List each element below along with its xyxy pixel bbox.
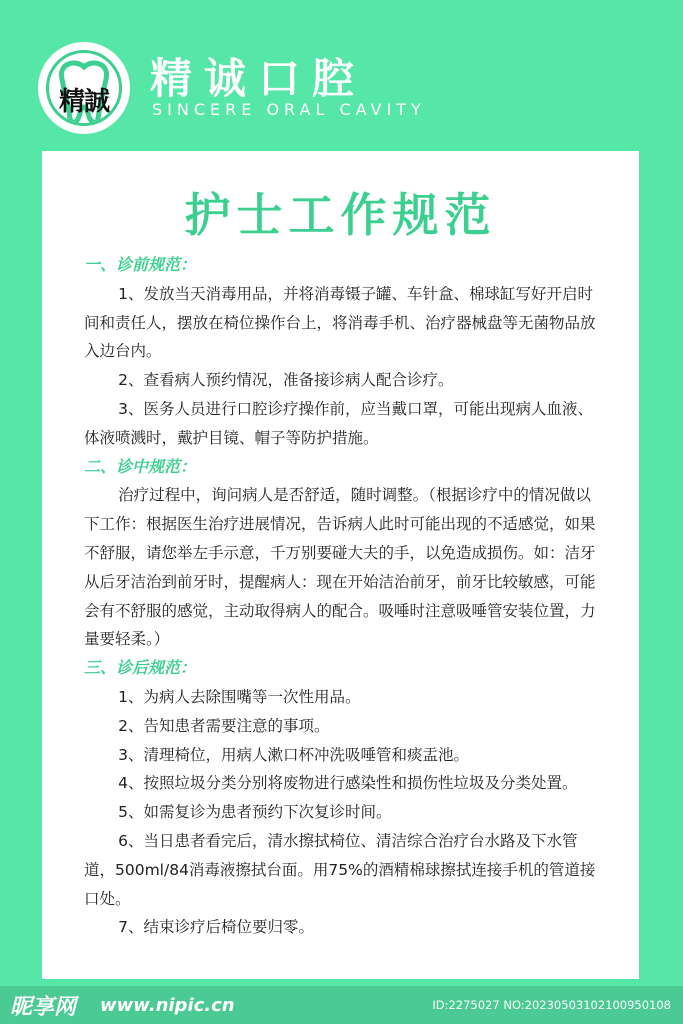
- paragraph: 3、医务人员进行口腔诊疗操作前，应当戴口罩，可能出现病人血液、体液喷溅时，戴护目镜、帽子等防护措施。: [84, 399, 593, 447]
- paragraph: 7、结束诊疗后椅位要归零。: [118, 918, 314, 937]
- paragraph: 1、为病人去除围嘴等一次性用品。: [118, 687, 361, 706]
- watermark-logo: 昵享网: [10, 995, 77, 1020]
- paragraph: 1、发放当天消毒用品，并将消毒镊子罐、车针盒、棉球缸写好开启时间和责任人，摆放在椅位操作台上，将消毒手机、治疗器械盘等无菌物品放入边台内。: [84, 284, 596, 361]
- paragraph: 2、告知患者需要注意的事项。: [118, 716, 330, 735]
- section-heading-during: 二、诊中规范：: [84, 456, 197, 476]
- watermark-url: www.nipic.cn: [100, 995, 235, 1016]
- notice-panel: [42, 151, 639, 979]
- paragraph: 3、清理椅位，用病人漱口杯冲洗吸唾管和痰盂池。: [118, 745, 469, 764]
- brand-name-en: SINCERE ORAL CAVITY: [152, 100, 426, 119]
- brand-name: 精诚口腔: [150, 54, 367, 103]
- watermark-id: ID:2275027 NO:20230503102100950108: [432, 998, 671, 1012]
- paragraph: 6、当日患者看完后，清水擦拭椅位、清洁综合治疗台水路及下水管道，500ml/84消毒液擦拭台面。用75%的酒精棉球擦拭连接手机的管道接口处。: [84, 831, 596, 908]
- logo-ring: [46, 50, 122, 126]
- section-heading-pre: 一、诊前规范：: [84, 255, 197, 274]
- logo-text: 精誠: [58, 87, 109, 117]
- notice-title: 护士工作规范: [184, 188, 497, 242]
- section-heading-post: 三、诊后规范：: [84, 658, 197, 678]
- logo-badge: [38, 42, 130, 134]
- paragraph: 治疗过程中，询问病人是否舒适，随时调整。（根据诊疗中的情况做以下工作：根据医生治疗进展情况，告诉病人此时可能出现的不适感觉，如果不舒服，请您举左手示意，千万别要碰大夫的手，以免造成损伤。如：洁牙从后牙洁治到前牙时，提醒病人：现在开始洁治前牙，前牙比较敏感，可能会有不舒服的感觉，主动取得病人的配合。吸唾时注意吸唾管安装位置，力量要轻柔。）: [84, 486, 596, 649]
- watermark-bar: [0, 986, 683, 1024]
- paragraph: 5、如需复诊为患者预约下次复诊时间。: [118, 803, 392, 822]
- paragraph: 4、按照垃圾分类分别将废物进行感染性和损伤性垃圾及分类处置。: [118, 774, 578, 793]
- notice-content: [84, 251, 597, 942]
- paragraph: 2、查看病人预约情况，准备接诊病人配合诊疗。: [118, 371, 454, 390]
